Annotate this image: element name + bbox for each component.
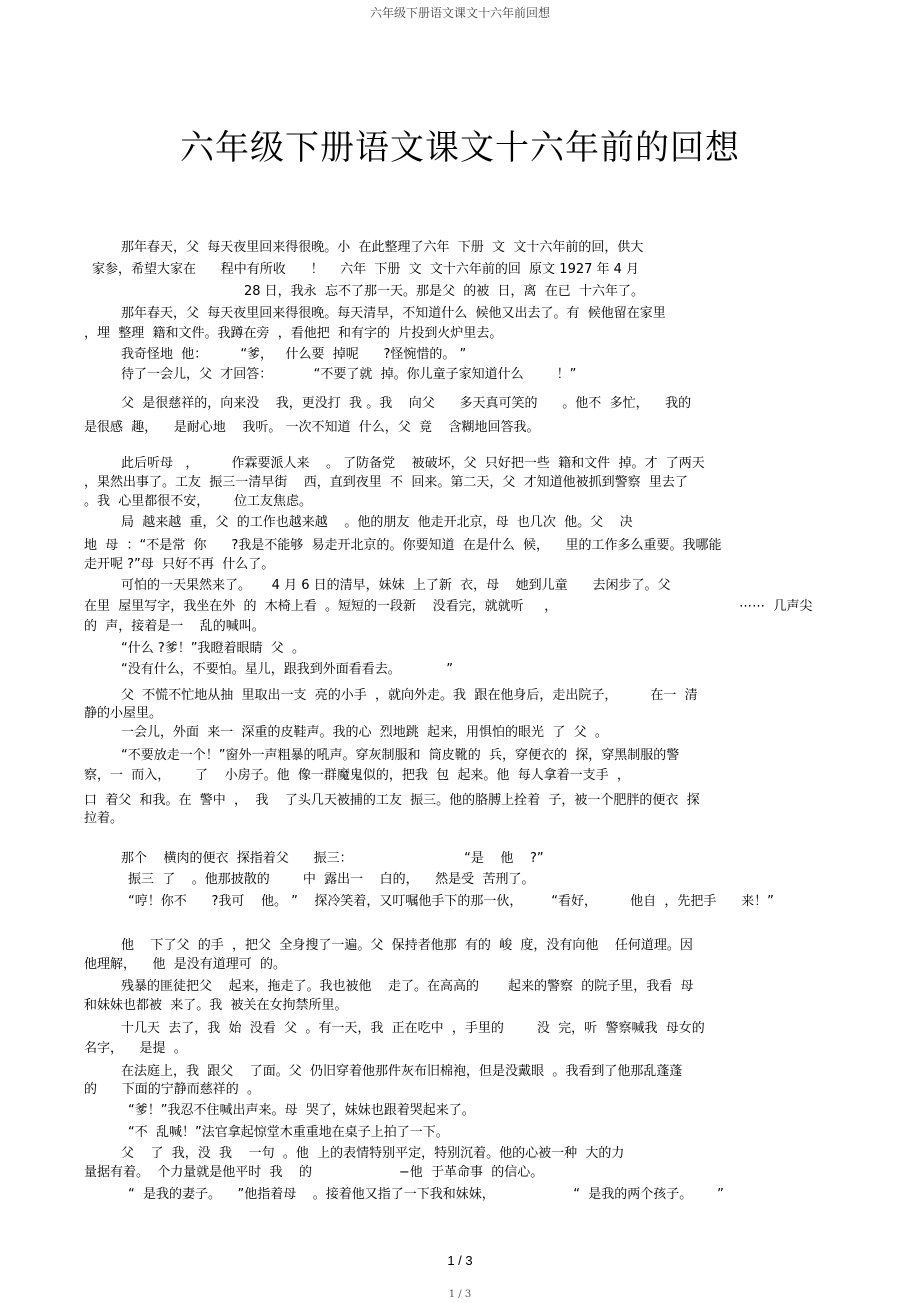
text-line: 的 下面的宁静而慈祥的 。 — [84, 1082, 261, 1097]
text-line: 家参，希望大家在 程中有所收 ！ 六年 下册 文 文十六年前的回 原文 1927 年 4 月 — [92, 262, 640, 277]
document-title: 六年级下册语文课文十六年前的回想 — [180, 128, 740, 168]
text-line: 那年春天，父 每天夜里回来得很晚。小 在此整理了六年 下册 文 文十六年前的回，供大 — [121, 240, 644, 255]
text-line: 振三 了 。他那披散的 中 露出一 白的， 然是受 苦刑了。 — [128, 872, 535, 887]
text-line: 待了一会儿，父 才回答： “不要了就 掉。你儿童子家知道什么 ！” — [121, 367, 577, 382]
text-line: 是很感 趣， 是耐心地 我听。 一次不知道 什么，父 竟 含糊地回答我。 — [84, 420, 540, 435]
text-line: 我奇怪地 他： “爹， 什么要 掉呢 ?怪惋惜的。 ” — [121, 347, 467, 362]
text-line: 那个 横肉的便衣 探指着父 振三： “是 他 ?” — [121, 851, 544, 866]
text-line: 在法庭上，我 跟父 了面。父 仍旧穿着他那件灰布旧棉袍，但是没戴眼 。我看到了他那乱蓬蓬 — [121, 1064, 683, 1079]
text-line: 静的小屋里。 — [84, 706, 163, 721]
text-line: 那年春天，父 每天夜里回来得很晚。每天清早，不知道什么 候他又出去了。有 候他留在家里 — [121, 306, 666, 321]
text-line: “ 是我的妻子。 ”他指着母 。接着他又指了一下我和妹妹， “ 是我的两个孩子。 ” — [128, 1187, 724, 1202]
text-line: 父 是很慈祥的，向来没 我，更没打 我 。我 向父 多天真可笑的 。他不 多忙， 我的 — [121, 396, 692, 411]
text-line: 口 着父 和我。在 警中 ， 我 了头几天被捕的工友 振三。他的胳膊上拴着 子，被一个肥胖的便衣 探 — [84, 793, 700, 808]
text-line: 此后听母 ， 作霖要派人来 。 了防备党 被破坏，父 只好把一些 籍和文件 掉。才 了两天 — [121, 456, 705, 471]
page-footer: 1 / 3 — [448, 1289, 472, 1300]
text-line: ，果然出事了。工友 振三一清早街 西，直到夜里 不 回来。第二天，父 才知道他被抓到警察 里去了 — [84, 475, 688, 490]
text-line: 地 母 ：“不是常 你 ?我是不能够 易走开北京的。你要知道 在是什么 候， 里的工作多么重要。我哪能 — [84, 538, 722, 553]
text-line: “不 乱喊！”法官拿起惊堂木重重地在桌子上拍了一下。 — [128, 1125, 449, 1140]
text-line: “爹！”我忍不住喊出声来。母 哭了，妹妹也跟着哭起来了。 — [128, 1103, 475, 1118]
text-line: 察，一 而入， 了 小房子。他 像一群魔鬼似的，把我 包 起来。他 每人拿着一支手 ， — [84, 768, 630, 783]
page-number: 1 / 3 — [447, 1253, 473, 1268]
text-line: “什么 ?爹！”我瞪着眼睛 父 。 — [121, 641, 306, 656]
text-line: 可怕的一天果然来了。 4 月 6 日的清早，妹妹 上了新 衣，母 她到儿童 去闲步了。父 — [121, 578, 671, 593]
text-line: 他理解， 他 是没有道理可 的。 — [84, 957, 287, 972]
text-line: 拉着。 — [84, 811, 124, 826]
text-line: 父 了 我，没 我 一句 。他 上的表情特别平定，特别沉着。他的心被一种 大的力 — [121, 1146, 625, 1161]
text-line: 28 日，我永 忘不了那一天。那是父 的被 日，离 在已 十六年了。 — [244, 284, 644, 299]
text-line: “不要放走一个！”窗外一声粗暴的吼声。穿灰制服和 筒皮靴的 兵，穿便衣的 探，穿黑制服的警 — [121, 748, 680, 763]
text-line: 残暴的匪徒把父 起来，拖走了。我也被他 走了。在高高的 起来的警察 的院子里，我看 母 — [121, 979, 694, 994]
text-line: 和妹妹也都被 来了。我 被关在女拘禁所里。 — [84, 998, 348, 1013]
text-line: 在里 屋里写字，我坐在外 的 木椅上看 。短短的一段新 没看完，就就听 ， ⋯⋯ 几声尖 — [84, 599, 813, 614]
running-header: 六年级下册语文课文十六年前回想 — [369, 6, 550, 20]
text-line: 父 不慌不忙地从抽 里取出一支 亮的小手 ，就向外走。我 跟在他身后，走出院子， 在一 清 — [121, 688, 698, 703]
text-line: ，埋 整理 籍和文件。我蹲在旁 ，看他把 和有字的 片投到火炉里去。 — [84, 326, 503, 341]
text-line: 他 下了父 的手 ，把父 全身搜了一遍。父 保持者他那 有的 峻 度，没有向他 任何道理。因 — [121, 938, 693, 953]
text-line: 十几天 去了，我 始 没看 父 。有一天，我 正在吃中 ，手里的 没 完，听 警察喊我 母女的 — [121, 1021, 705, 1036]
text-line: 一会儿，外面 来一 深重的皮鞋声。我的心 烈地跳 起来，用惧怕的眼光 了 父 。 — [121, 725, 608, 740]
text-line: 的 声，接着是一 乱的喊叫。 — [84, 619, 265, 634]
text-line: 量据有着。 个力量就是他平时 我 的 −他 于革命事 的信心。 — [84, 1165, 544, 1180]
text-line: “哼！你不 ?我可 他。 ” 探冷笑着，又叮嘱他手下的那一伙， “看好， 他自 ，先把手 来！” — [128, 894, 774, 909]
text-line: 名字， 是提 。 — [84, 1041, 187, 1056]
text-line: 。我 心里都很不安， 位工友焦虑。 — [84, 494, 313, 509]
text-line: “没有什么，不要怕。星儿，跟我到外面看看去。 ” — [121, 662, 453, 677]
text-line: 局 越来越 重，父 的工作也越来越 。他的朋友 他走开北京，母 也几次 他。父 决 — [121, 515, 633, 530]
text-line: 走开呢 ?”母 只好不再 什么了。 — [84, 557, 275, 572]
